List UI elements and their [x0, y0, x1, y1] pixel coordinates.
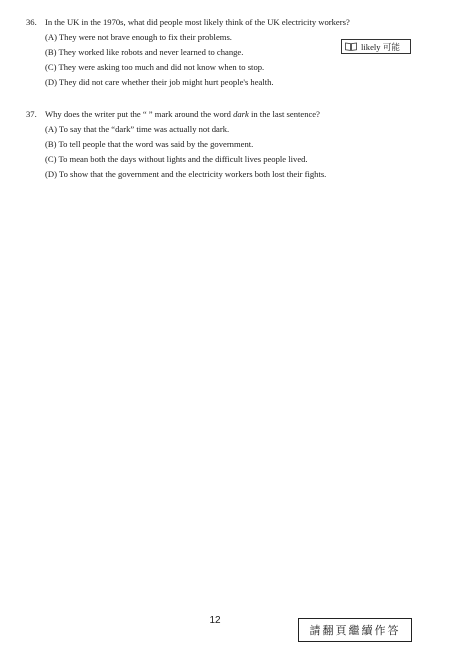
- question-37-option-c: (C) To mean both the days without lights and the difficult lives people lived.: [45, 154, 308, 164]
- question-37-option-d: (D) To show that the government and the electricity workers both lost their fights.: [45, 169, 327, 179]
- question-36-stem-line: [26, 15, 426, 30]
- question-37: [26, 107, 426, 182]
- page-number: 12: [209, 615, 221, 626]
- question-37-options: [45, 122, 426, 182]
- question-36-option-c: (C) They were asking too much and did not know when to stop.: [45, 62, 265, 72]
- vocab-note-text: likely 可能: [361, 41, 400, 52]
- question-36-number: 36.: [26, 17, 37, 27]
- question-37-stem-before: Why does the writer put the “ ” mark around the word: [45, 109, 234, 119]
- question-37-option-a: (A) To say that the “dark” time was actually not dark.: [45, 124, 230, 134]
- question-36-option-b: (B) They worked like robots and never learned to change.: [45, 47, 244, 57]
- question-36-option-d: (D) They did not care whether their job might hurt people's health.: [45, 77, 274, 87]
- question-37-stem: [45, 107, 426, 122]
- vocab-note-box: [341, 39, 411, 54]
- question-37-stem-emphasis: dark: [233, 109, 249, 119]
- question-36-option-a: (A) They were not brave enough to fix their problems.: [45, 32, 232, 42]
- turn-page-note: 請翻頁繼續作答: [298, 618, 412, 642]
- question-37-option-b: (B) To tell people that the word was said by the government.: [45, 139, 254, 149]
- question-37-number: 37.: [26, 109, 37, 119]
- question-37-stem-line: [26, 107, 426, 122]
- question-37-stem-after: in the last sentence?: [248, 109, 320, 119]
- question-36-stem: In the UK in the 1970s, what did people most likely think of the UK electricity workers?: [45, 17, 350, 27]
- book-icon: [345, 42, 357, 51]
